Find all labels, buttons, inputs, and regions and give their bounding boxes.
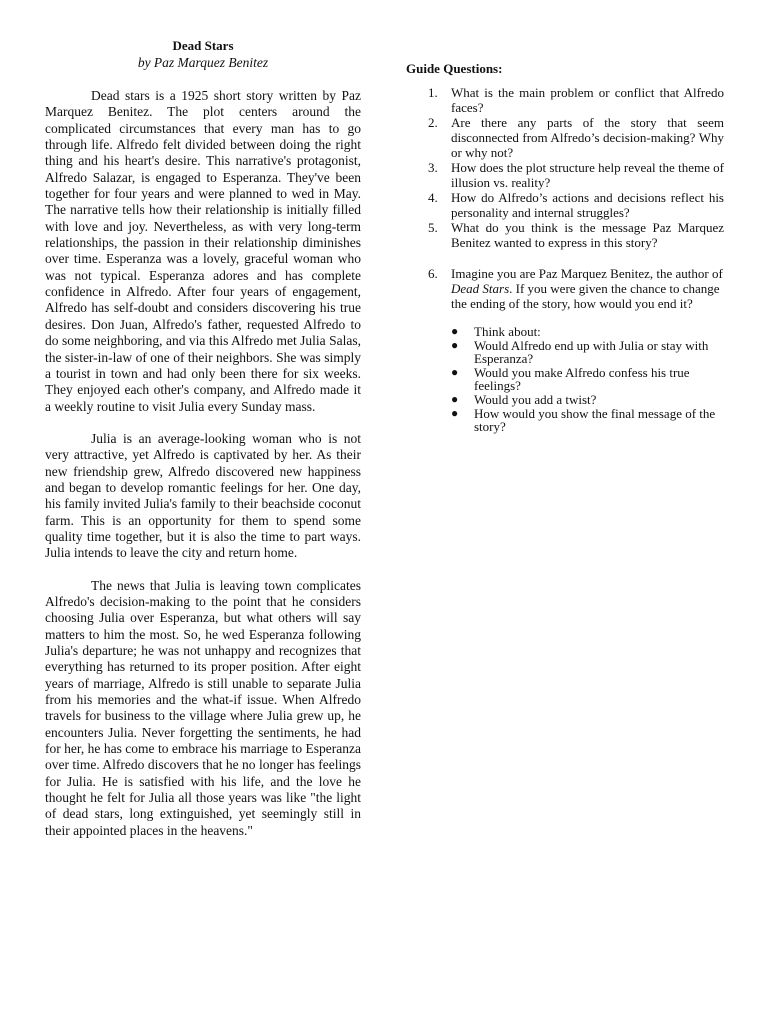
story-paragraph-1: Dead stars is a 1925 short story written by Paz Marquez Benitez. The plot centers around the complicated circumstances that every man has to go through life. Alfredo felt divided between doing the right thing and his heart's desire. This narrative's protagonist, Alfredo Salazar, is engaged to Esperanza. They've been together for four years and were planned to wed in May. The narrative tells how their relationship is initially filled with love and joy. Nevertheless, as with very long-term relationships, the passion in their relationship diminishes over time. Esperanza was a lovely, graceful woman who was not typical. Esperanza adores and has complete confidence in Alfredo. After four years of engagement, Alfredo has self-doubt and considers discovering his true desires. Don Juan, Alfredo's father, requested Alfredo to do some neighboring, and via this Alfredo met Julia Salas, the sister-in-law of one of their neighbors. She was simply a tourist in town and had only been there for six weeks. They enjoyed each other's company, and Alfredo made it a weekly routine to visit Julia every Sunday mass. [45,88,361,414]
story-title-italic: Dead Stars [451,281,510,296]
question-1 [406,85,724,115]
question-2 [406,115,724,160]
question-text: How does the plot structure help reveal the theme of illusion vs. reality? [451,160,724,190]
bullet-item [406,393,724,407]
question-number: 2. [428,115,438,130]
bullet-text: Would you add a twist? [474,391,597,407]
bullet-item [406,325,724,339]
bullet-item [406,407,724,434]
story-column [45,38,361,855]
bullet-item [406,339,724,366]
bullet-item [406,366,724,393]
question-text: How do Alfredo’s actions and decisions reflect his personality and internal struggles? [451,190,724,220]
bullet-text: Would Alfredo end up with Julia or stay with Esperanza? [474,337,709,367]
question-6 [406,266,724,311]
bullet-icon: ● [451,391,459,406]
question-number: 5. [428,220,438,235]
bullet-text: Would you make Alfredo confess his true feelings? [474,364,690,394]
bullet-text: How would you show the final message of the story? [474,405,716,435]
question-number: 6. [428,266,438,281]
question-text-after: . If you were given the chance to change the ending of the story, how would you end it? [451,281,720,311]
question-list [406,85,724,311]
question-3 [406,160,724,190]
story-title: Dead Stars [172,38,234,53]
question-text: What is the main problem or conflict that Alfredo faces? [451,85,724,115]
story-author: by Paz Marquez Benitez [137,55,269,70]
guide-questions-column [406,61,724,434]
story-paragraph-3: The news that Julia is leaving town complicates Alfredo's decision-making to the point that he considers choosing Julia over Esperanza, but what others will say matters to him the most. So, he wed Esperanza following Julia's departure; he was not unhappy and recognizes that everything has returned to its proper position. After eight years of marriage, Alfredo is still unable to separate Julia from his memories and the what-if issue. When Alfredo travels for business to the village where Julia grew up, he encounters Julia. Never forgetting the sentiments, he had for her, he has come to embrace his marriage to Esperanza over time. Alfredo discovers that he no longer has feelings for Julia. He is satisfied with his life, and the love he thought he felt for Julia all those years was like "the light of dead stars, long extinguished, yet seemingly still in their appointed places in the heavens." [45,577,361,838]
story-paragraph-2: Julia is an average-looking woman who is not very attractive, yet Alfredo is captivated by her. As their new friendship grew, Alfredo discovered new happiness and began to develop romantic feelings for her. One day, his family invited Julia's family to their beachside coconut farm. This is an opportunity for them to spend some quality time together, but it is also the time to part ways. Julia intends to leave the city and return home. [45,430,361,561]
think-about-list [406,325,724,434]
guide-heading: Guide Questions: [406,61,503,76]
bullet-text: Think about: [474,324,541,339]
bullet-icon: ● [451,364,459,379]
bullet-icon: ● [451,405,459,420]
question-number: 4. [428,190,438,205]
bullet-icon: ● [451,337,459,352]
question-number: 3. [428,160,438,175]
bullet-icon: ● [451,324,459,338]
question-text: What do you think is the message Paz Marquez Benitez wanted to express in this story? [451,220,724,250]
question-4 [406,190,724,220]
question-text: Are there any parts of the story that seem disconnected from Alfredo’s decision-making? Why or why not? [451,115,724,160]
question-number: 1. [428,85,438,100]
question-text-before: Imagine you are Paz Marquez Benitez, the author of [451,266,723,281]
question-5 [406,220,724,250]
